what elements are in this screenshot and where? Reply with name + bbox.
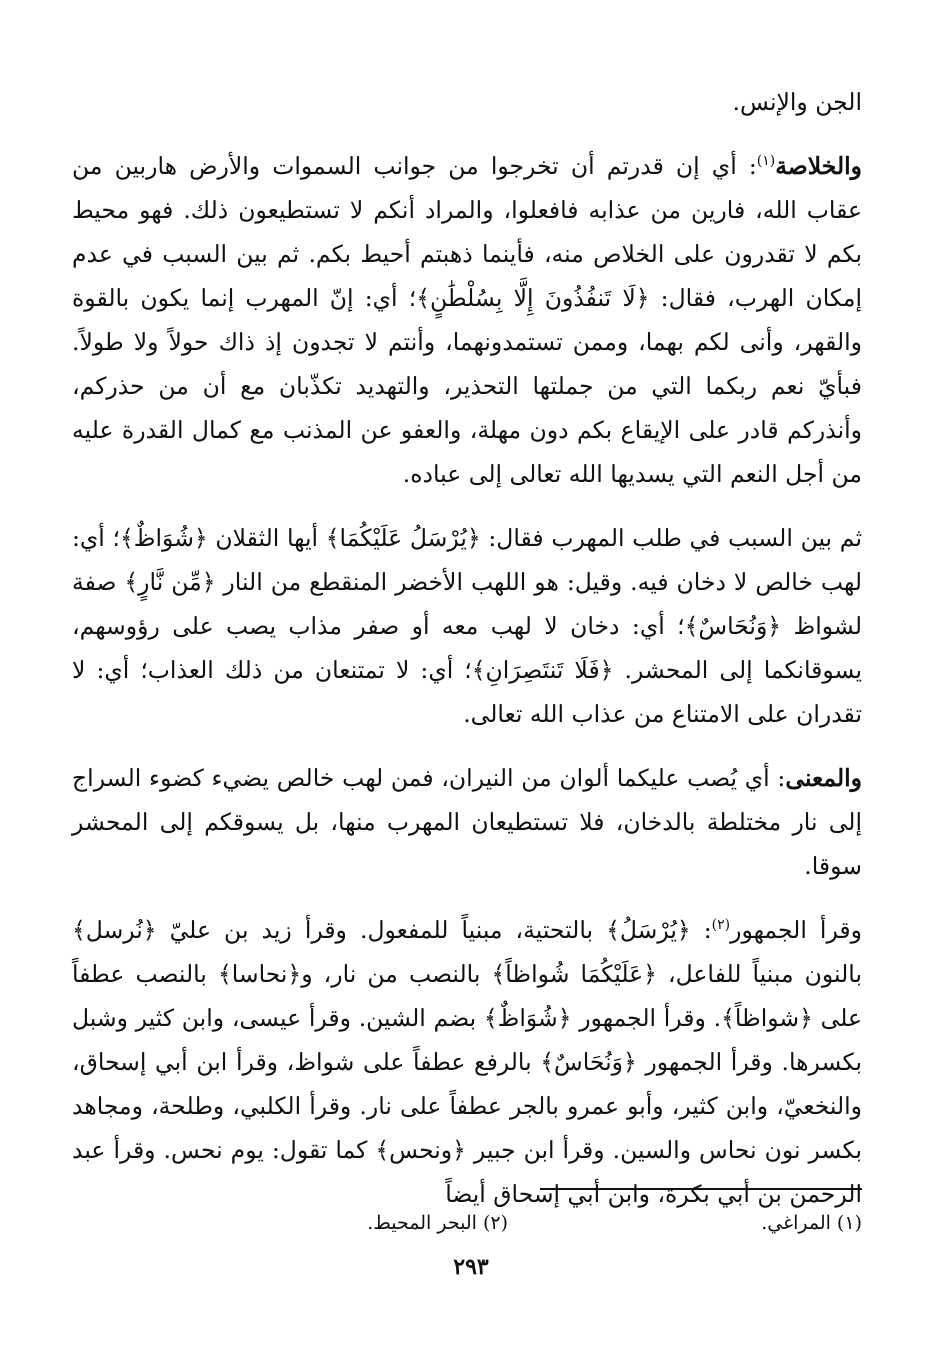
page-body: [72, 80, 862, 1236]
footnote-divider: [540, 1188, 862, 1190]
paragraph-4-text: : ﴿يُرْسَلُ﴾ بالتحتية، مبنياً للمفعول. وقرأ زيد بن عليّ ﴿نُرسل﴾ بالنون مبنياً للفاعل، ﴿عَلَيْكُمَا شُواظاً﴾ بالنصب من نار، و﴿نحاسا﴾ بالنصب عطفاً على ﴿شواظاً﴾. وقرأ الجمهور ﴿شُوَاظٌ﴾ بضم الشين. وقرأ عيسى، وابن كثير وشبل بكسرها. وقرأ الجمهور ﴿وَنُحَاسٌ﴾ بالرفع عطفاً على شواظ، وقرأ ابن أبي إسحاق، والنخعيّ، وابن كثير، وأبو عمرو بالجر عطفاً على نار. وقرأ الكلبي، وطلحة، ومجاهد بكسر نون نحاس والسين. وقرأ ابن جبير ﴿ونحس﴾ كما تقول: يوم نحس. وقرأ عبد الرحمن بن أبي بكرة، وابن أبي إسحاق أيضاً: [72, 916, 862, 1208]
footnote-2: (٢) البحر المحيط.: [367, 1212, 508, 1234]
paragraph-2: [72, 516, 862, 736]
paragraph-1-lead: والخلاصة: [775, 152, 862, 180]
paragraph-1-text: : أي إن قدرتم أن تخرجوا من جوانب السموات والأرض هاربين من عقاب الله، فارين من عذابه فافعلوا، والمراد أنكم لا تستطيعون ذلك. فهو محيط بكم لا تقدرون على الخلاص منه، فأينما ذهبتم أحيط بكم. ثم بين السبب في عدم إمكان الهرب، فقال: ﴿لَا تَنفُذُونَ إِلَّا بِسُلْطَٰنٍ﴾؛ أي: إنّ المهرب إنما يكون بالقوة والقهر، وأنى لكم بهما، وممن تستمدونهما، وأنتم لا تجدون إذ ذاك حولاً ولا طولاً. فبأيّ نعم ربكما التي من جملتها التحذير، والتهديد تكذّبان مع أن من حذركم، وأنذركم قادر على الإيقاع بكم دون مهلة، والعفو عن المذنب مع كمال القدرة عليه من أجل النعم التي يسديها الله تعالى إلى عباده.: [72, 152, 862, 488]
paragraph-0: [72, 80, 862, 124]
footnote-ref-2: (٢): [711, 917, 731, 934]
footnote-ref-1: (١): [756, 153, 776, 170]
paragraph-4-head: وقرأ الجمهور: [730, 916, 862, 944]
paragraph-3-lead: والمعنى: [785, 764, 862, 792]
paragraph-3: [72, 756, 862, 888]
footnote-1: (١) المراغي.: [761, 1212, 862, 1234]
paragraph-0-text: الجن والإنس.: [732, 88, 862, 116]
paragraph-2-text: ثم بين السبب في طلب المهرب فقال: ﴿يُرْسَلُ عَلَيْكُمَا﴾ أيها الثقلان ﴿شُوَاظٌ﴾؛ أي: لهب خالص لا دخان فيه. وقيل: هو اللهب الأخضر المنقطع من النار ﴿مِّن نَّارٍ﴾ صفة لشواظ ﴿وَنُحَاسٌ﴾؛ أي: دخان لا لهب معه أو صفر مذاب يصب على رؤوسهم، يسوقانكما إلى المحشر. ﴿فَلَا تَنتَصِرَانِ﴾؛ أي: لا تمتنعان من ذلك العذاب؛ أي: لا تقدران على الامتناع من عذاب الله تعالى.: [72, 524, 862, 728]
paragraph-4: [72, 908, 862, 1216]
page-number: ٢٩٣: [453, 1254, 489, 1280]
paragraph-1: [72, 144, 862, 496]
paragraph-3-text: : أي يُصب عليكما ألوان من النيران، فمن لهب خالص يضيء كضوء السراج إلى نار مختلطة بالدخان، فلا تستطيعان المهرب منها، بل يسوقكم إلى المحشر سوقا.: [72, 764, 862, 880]
footnotes: [72, 1208, 862, 1238]
